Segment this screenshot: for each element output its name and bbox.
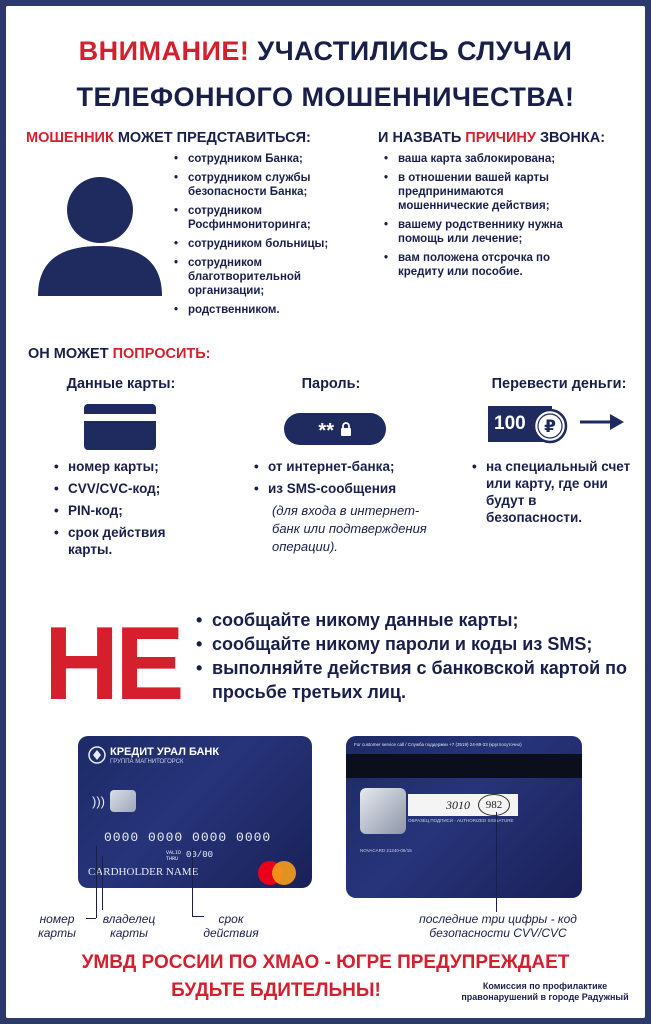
card-data-title: Данные карты:: [66, 376, 176, 392]
hologram-icon: [360, 788, 406, 834]
leader-cvv: [496, 812, 497, 912]
pretend-item: • сотрудником благотворительной организации;: [174, 256, 364, 298]
pretend-item: • родственником.: [174, 303, 364, 317]
money-title: Перевести деньги:: [491, 376, 627, 392]
password-item: • от интернет-банка;: [254, 458, 444, 475]
cvv-code: 982: [478, 794, 510, 816]
lock-icon: [340, 422, 352, 437]
card-bank-sub: ГРУППА МАГНИТОГОРСК: [110, 759, 184, 765]
reason-list: [384, 152, 584, 284]
person-icon: [34, 168, 166, 296]
password-list: [254, 458, 444, 502]
card-holder: CARDHOLDER NAME: [88, 866, 199, 878]
ruble-coin-icon: [532, 408, 568, 444]
title-line-2: ТЕЛЕФОННОГО МОШЕННИЧЕСТВА!: [76, 82, 575, 112]
caption-holder: владелец карты: [102, 912, 156, 940]
reason-heading: И НАЗВАТЬ ПРИЧИНУ ЗВОНКА:: [378, 130, 606, 146]
password-item: • из SMS-сообщения: [254, 480, 444, 497]
card-valid-label: VALID THRU: [166, 850, 182, 862]
pretend-item: • сотрудником Банка;: [174, 152, 364, 166]
reason-item: • вашему родственнику нужна помощь или лечение;: [384, 218, 584, 246]
ne-list: [196, 608, 636, 704]
magnetic-stripe: [346, 754, 582, 778]
pretend-item: • сотрудником больницы;: [174, 237, 364, 251]
bank-card-icon: [84, 404, 156, 450]
password-badge: **: [284, 413, 386, 445]
title-line-1: ВНИМАНИЕ! УЧАСТИЛИСЬ СЛУЧАИ: [78, 36, 573, 66]
leader-number: [96, 846, 97, 918]
signature-label: ОБРАЗЕЦ ПОДПИСИ - AUTHORIZED SIGNATURE: [408, 818, 514, 823]
ne-item: • выполняйте действия с банковской картой по просьбе третьих лиц.: [196, 656, 636, 704]
card-number: 0000 0000 0000 0000: [104, 830, 272, 845]
money-list: [472, 458, 632, 531]
svg-text:₽: ₽: [544, 417, 556, 437]
chip-icon: [110, 790, 136, 812]
password-title: Пароль:: [301, 376, 361, 392]
bank-logo-icon: [88, 746, 106, 764]
reason-item: • в отношении вашей карты предпринимаются мошеннические действия;: [384, 171, 584, 213]
arrow-right-icon: [580, 412, 624, 432]
mastercard-logo-icon: [256, 860, 298, 886]
leader-number-h: [86, 918, 96, 919]
signature-strip: 3010 982: [408, 794, 518, 816]
reason-item: • вам положена отсрочка по кредиту или пособие.: [384, 251, 584, 279]
card-data-list: [54, 458, 204, 563]
ask-heading: ОН МОЖЕТ ПОПРОСИТЬ:: [28, 346, 211, 362]
card-back-top-line: For customer service call / Служба поддержки +7 (3519) 24-89-33 (круглосуточно): [354, 742, 522, 747]
leader-holder: [102, 856, 103, 910]
reason-item: • ваша карта заблокирована;: [384, 152, 584, 166]
card-back: [346, 736, 582, 898]
money-bill: 100: [488, 406, 552, 442]
money-item: • на специальный счет или карту, где они будут в безопасности.: [472, 458, 632, 526]
caption-number: номер карты: [38, 912, 76, 940]
ne-item: • сообщайте никому данные карты;: [196, 608, 636, 632]
pretend-item: • сотрудником службы безопасности Банка;: [174, 171, 364, 199]
card-front: [78, 736, 312, 888]
footer-line-2: БУДЬТЕ БДИТЕЛЬНЫ!: [171, 980, 381, 1001]
card-data-item: • CVV/CVC-код;: [54, 480, 204, 497]
card-bank-name: КРЕДИТ УРАЛ БАНК: [110, 746, 220, 758]
pretend-item: • сотрудником Росфинмониторинга;: [174, 204, 364, 232]
card-data-item: • PIN-код;: [54, 502, 204, 519]
card-data-item: • срок действия карты.: [54, 524, 204, 558]
ne-big-text: НЕ: [44, 606, 181, 722]
pretend-heading: МОШЕННИК МОЖЕТ ПРЕДСТАВИТЬСЯ:: [26, 130, 311, 146]
commission-note: Комиссия по профилактике правонарушений в городе Радужный: [461, 981, 629, 1002]
card-data-item: • номер карты;: [54, 458, 204, 475]
footer-line-1: УМВД РОССИИ ПО ХМАО - ЮГРЕ ПРЕДУПРЕЖДАЕТ: [81, 952, 570, 973]
leader-validity: [192, 848, 193, 916]
poster: [6, 6, 645, 1018]
password-note: (для входа в интернет-банк или подтверждения операции).: [272, 503, 427, 554]
caption-validity: срок действия: [203, 912, 259, 940]
card-back-small: NOVACARD 21240-06/15: [360, 848, 412, 853]
ne-item: • сообщайте никому пароли и коды из SMS;: [196, 632, 636, 656]
caption-cvv: последние три цифры - код безопасности CVV/CVC: [419, 912, 577, 940]
card-valid: 00/00: [186, 850, 214, 860]
contactless-icon: ))): [92, 794, 105, 809]
pretend-list: [174, 152, 364, 322]
